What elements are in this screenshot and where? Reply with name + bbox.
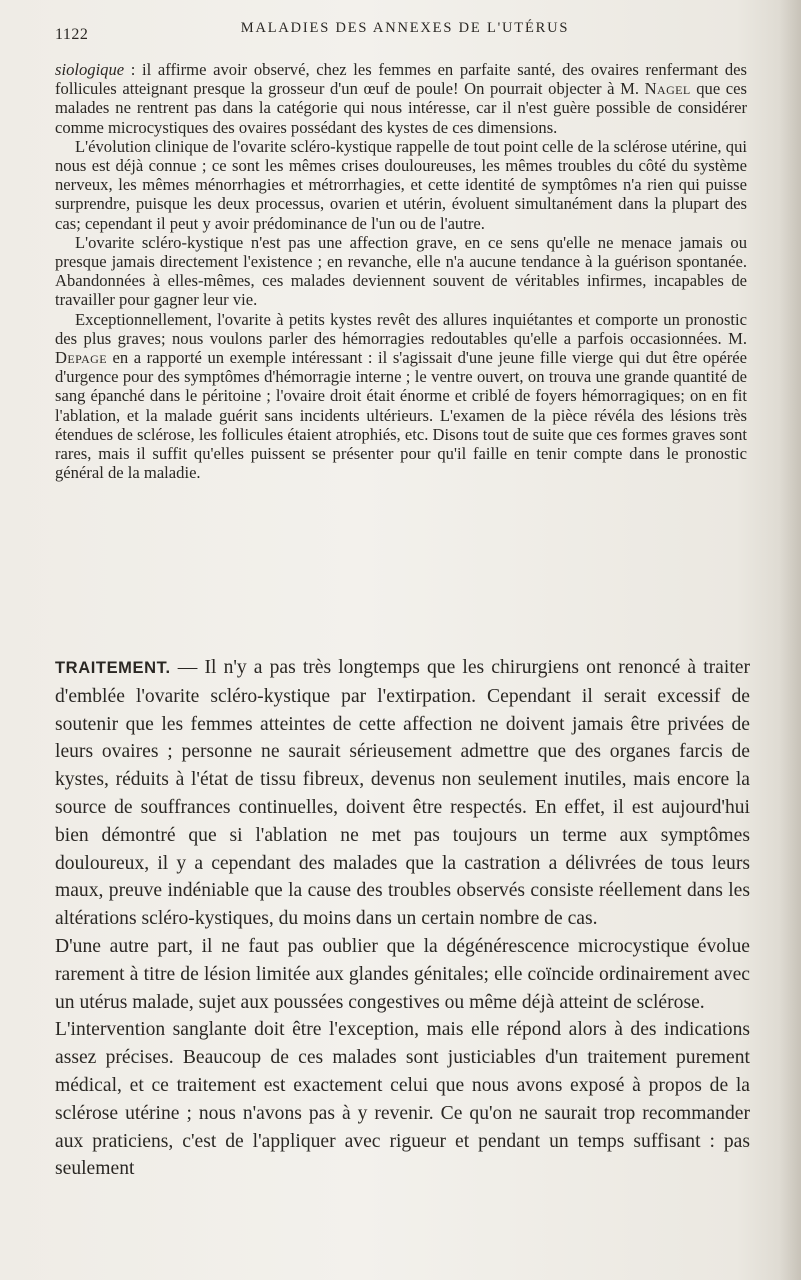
paragraph-text: en a rapporté un exemple intéressant : il s'agissait d'une jeune fille vierge qui dut être opérée d'urgence pour des symptômes d'hémorragie interne ; le ventre ouvert, on trouva une grande quantité de sang épanché dans le péritoine ; l'ovaire droit était énorme et criblé de foyers hémorragiques; on en fit l'ablation, et la malade guérit sans incidents ultérieurs. L'examen de la pièce révéla des lésions très étendues de sclérose, les follicules étaient atrophiés, etc. Disons tout de suite que ces formes graves sont rares, mais il suffit qu'elles puissent se présenter pour qu'il faille en tenir compte dans le pronostic général de la maladie. [55, 348, 747, 483]
paragraph-gravity: L'ovarite scléro-kystique n'est pas une affection grave, en ce sens qu'elle ne menace jamais ou presque jamais directement l'existence ; en revanche, elle n'a aucune tendance à la guérison spontanée. Abandonnées à elles-mêmes, ces malades deviennent souvent de véritables infirmes, incapables de travailler pour gagner leur vie. [55, 232, 747, 310]
paragraph-text: Exceptionnellement, l'ovarite à petits kystes revêt des allures inquiétantes et comporte un pronostic des plus graves; nous voulons parler des hémorragies redoutables qu'elle a parfois occasionnées. M. [55, 309, 747, 348]
author-name: Nagel [644, 79, 691, 99]
page-number: 1122 [55, 26, 89, 43]
small-print-section [55, 60, 747, 482]
treatment-section [55, 654, 750, 1183]
paragraph-continuation [55, 60, 747, 137]
running-title: MALADIES DES ANNEXES DE L'UTÉRUS [240, 20, 570, 36]
page-edge-shadow [779, 0, 801, 1280]
paragraph-intervention: L'intervention sanglante doit être l'exception, mais elle répond alors à des indications assez précises. Beaucoup de ces malades sont justiciables d'un traitement purement médical, et ce traitement est exactement celui que nous avons exposé à propos de la sclérose utérine ; nous n'avons pas à y revenir. Ce qu'on ne saurait trop recommander aux praticiens, c'est de l'appliquer avec rigueur et pendant un temps suffisant : pas seulement [55, 1019, 750, 1180]
paragraph-text: : il affirme avoir observé, chez les femmes en parfaite santé, des ovaires renfermant des follicules atteignant presque la grosseur d'un œuf de poule! On pourrait objecter à M. [55, 60, 747, 99]
paragraph-clinical-evolution: L'évolution clinique de l'ovarite scléro-kystique rappelle de tout point celle de la sclérose utérine, qui nous est déjà connue ; ce sont les mêmes crises douloureuses, les mêmes troubles du côté du système nerveux, les mêmes ménorrhagies et métrorrhagies, et cette identité de symptômes n'a rien qui puisse surprendre, puisque les deux processus, ovarien et utérin, évoluent simultanément dans la plupart des cas; cependant il peut y avoir prédominance de l'un ou de l'autre. [55, 136, 747, 233]
author-name: Depage [55, 348, 107, 368]
section-heading: TRAITEMENT. [55, 659, 171, 677]
paragraph-text: — Il n'y a pas très longtemps que les chirurgiens ont renoncé à traiter d'emblée l'ovarite scléro-kystique par l'extirpation. Cependant il serait excessif de soutenir que les femmes atteintes de cette affection ne doivent jamais être privées de leurs ovaires ; personne ne saurait sérieusement admettre que des organes farcis de kystes, réduits à l'état de tissu fibreux, devenus non seulement inutiles, mais encore la source de souffrances continuelles, doivent être respectés. En effet, il est aujourd'hui bien démontré que si l'ablation ne met pas toujours un terme aux symptômes douloureux, il y a cependant des malades que la castration a délivrées de tous leurs maux, preuve indéniable que la cause des troubles observés consiste réellement dans les altérations scléro-kystiques, du moins dans un certain nombre de cas. [55, 657, 750, 930]
paragraph-degeneration: D'une autre part, il ne faut pas oublier que la dégénérescence microcystique évolue rarement à titre de lésion limitée aux glandes génitales; elle coïncide ordinairement avec un utérus malade, sujet aux poussées congestives ou même déjà atteint de sclérose. [55, 935, 750, 1013]
paragraph-treatment-intro [55, 654, 750, 933]
italic-lead-word: siologique [55, 60, 125, 79]
paragraph-exceptional-cases [55, 310, 747, 483]
page-header [55, 20, 755, 50]
paragraph-text: que ces malades ne rentrent pas dans la catégorie qui nous intéresse, car il n'est guère possible de considérer comme microcystiques des ovaires possédant des kystes de ces dimensions. [55, 79, 747, 137]
